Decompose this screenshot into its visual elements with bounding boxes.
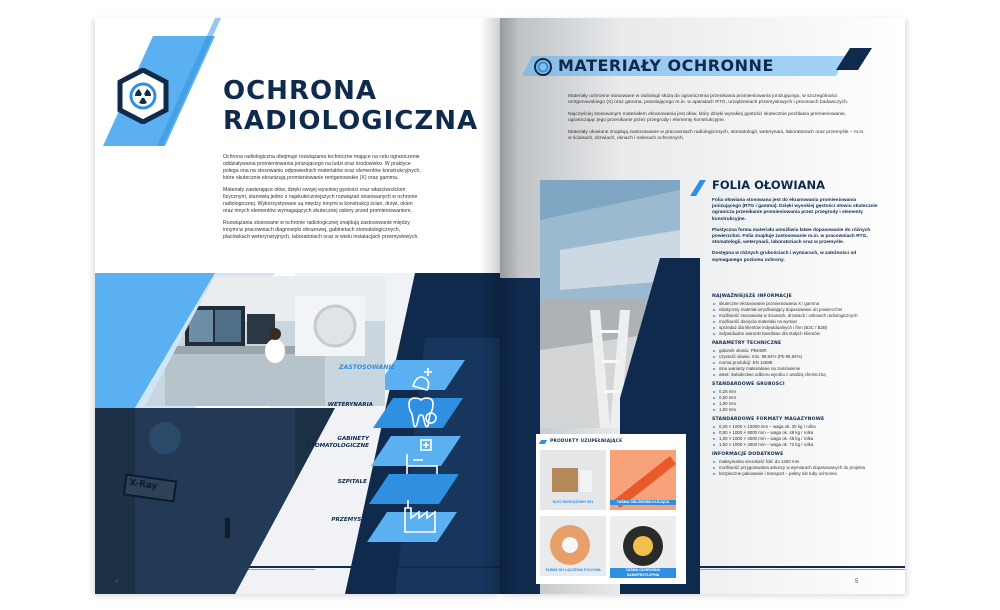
list-item: atest: świadectwo odbioru wyrobu z analizą chemiczną — [712, 372, 892, 378]
products-heading: PRODUKTY UZUPEŁNIAJĄCE — [550, 439, 623, 444]
section-heading-key-info: NAJWAŻNIEJSZE INFORMACJE — [712, 294, 792, 299]
product-caption-3: TAŚMA DO ŁĄCZENIA FOLIOWA — [545, 568, 601, 572]
application-label-hospitals: SZPITALE — [337, 479, 367, 485]
section-heading-thickness: STANDARDOWE GRUBOŚCI — [712, 382, 785, 387]
list-item: możliwość docięcia materiału na wymiar — [712, 319, 892, 325]
intro-paragraph-2: Materiały zawierające ołów, dzięki swojej wysokiej gęstości oraz właściwościom fizycznym, stanowią jedno z najskuteczniejszych rozwiązań stosowanych w ochronie radiologicznej. Wykorzystywane są między innymi w konstrukcji ścian, drzwi, okien oraz innych elementów wymagających skutecznej osłony przed promieniowaniem. — [223, 187, 418, 214]
list-item: gatunek ołowiu: Pb940R — [712, 348, 892, 354]
veterinary-icon — [413, 368, 432, 390]
list-item: 1,00 × 1000 × 4000 mm – waga ok. 48 kg / rolka — [712, 436, 892, 442]
list-item: 1,50 × 1000 × 4000 mm – waga ok. 72 kg / rolka — [712, 442, 892, 448]
foil-paragraph-3: Dostępna w różnych grubościach i wymiarach, w zależności od wymaganego poziomu ochrony. — [712, 251, 857, 263]
left-page — [95, 18, 500, 594]
materials-intro — [568, 94, 868, 142]
list-item: 1,50 mm — [712, 407, 892, 413]
list-item: skuteczne ekranowanie promieniowania X i gamma — [712, 301, 892, 307]
intro-text — [223, 154, 423, 241]
products-images — [540, 450, 680, 580]
list-item: 0,50 × 1000 × 8000 mm – waga ok. 48 kg / rolka — [712, 430, 892, 436]
page-number-right: 5 — [855, 579, 859, 585]
list-item: inne warianty materiałowe na zamówienie — [712, 366, 892, 372]
xray-sign: X-Ray — [128, 478, 159, 492]
list-item: 1,00 mm — [712, 401, 892, 407]
list-item: 0,25 × 1000 × 10000 mm – waga ok. 30 kg / rolka — [712, 424, 892, 430]
section-heading-additional: INFORMACJE DODATKOWE — [712, 452, 784, 457]
title-line-2: RADIOLOGICZNA — [223, 106, 479, 136]
products-box — [536, 434, 686, 584]
list-formats — [712, 424, 892, 448]
tooth-icon — [409, 398, 436, 427]
list-item: możliwość stosowania w ścianach, drzwiach i osłonach radiologicznych — [712, 313, 892, 319]
list-item: maksymalna szerokość folii: do 1300 mm — [712, 459, 892, 465]
foil-specs — [712, 294, 892, 477]
application-label-industry: PRZEMYSŁ — [331, 517, 365, 523]
intro-paragraph-1: Ochrona radiologiczna obejmuje rozwiązania techniczne mające na celu ograniczenie oddziaływania promieniowania jonizującego na ludzi oraz środowisko. W praktyce polega ona na stosowaniu odpowiednich materiałów oraz elementów konstrukcyjnych, które skutecznie ekranizują promieniowanie rentgenowskie (X) oraz gamma. — [223, 154, 421, 181]
materials-title: MATERIAŁY OCHRONNE — [558, 56, 774, 75]
foil-paragraph-2: Plastyczna forma materiału umożliwia łatwe dopasowanie do różnych powierzchni. Folia znajduje zastosowanie m.in. w pracowniach RTG, stomatologii, weterynarii, laboratoriach oraz w przemyśle. — [712, 227, 871, 246]
right-page — [500, 18, 905, 594]
foil-title: FOLIA OŁOWIANA — [712, 178, 826, 192]
factory-icon — [405, 500, 435, 532]
radiation-logo-icon — [117, 68, 169, 124]
application-icons — [395, 362, 455, 542]
list-item: sprzedaż dla klientów indywidualnych i firm (B2C / B2B) — [712, 325, 892, 331]
applications-heading: ZASTOSOWANIE — [338, 364, 395, 371]
page-title — [223, 76, 478, 136]
list-item: czystość ołowiu: min. 99,94% (Pb 99,94%) — [712, 354, 892, 360]
materials-intro-3: Materiały ołowiane znajdują zastosowanie w pracowniach radiologicznych, stomatologii, weterynarii, laboratoriach oraz przemyśle – m.in. w ścianach, drzwiach, oknach i osłonach ochronnych. — [568, 129, 865, 142]
list-thickness — [712, 389, 892, 413]
section-heading-technical: PARAMETRY TECHNICZNE — [712, 341, 782, 346]
product-caption-4: TAŚMA OCHRONNA SAMOPRZYLEPNA — [610, 568, 676, 578]
products-accent — [539, 440, 547, 444]
section-heading-formats: STANDARDOWE FORMATY MAGAZYNOWE — [712, 417, 825, 422]
product-caption-1: KLEJ MONTAŻOWY 801 — [552, 500, 594, 504]
materials-logo-icon — [534, 58, 552, 76]
list-item: elastyczny materiał umożliwiający dopasowanie do powierzchni — [712, 307, 892, 313]
list-item: indywidualne warunki handlowe dla stałych klientów — [712, 331, 892, 337]
list-additional — [712, 459, 892, 477]
foil-paragraph-1: Folia ołowiana stosowana jest do ekranowania promieniowania jonizującego (RTG i gamma). Dzięki wysokiej gęstości ołowiu skutecznie ogranicza przenikanie promieniowania przez przegrody i elementy konstrukcyjne. — [712, 198, 878, 222]
photo-radiology-workstation — [125, 276, 385, 406]
application-label-dental: GABINETY STOMATOLOGICZNE — [307, 436, 369, 449]
foil-description — [712, 198, 882, 264]
list-key-info — [712, 301, 892, 337]
list-item: 0,25 mm — [712, 389, 892, 395]
product-caption-2: TAŚMA OSŁONOWA KLEJĄCA — [610, 500, 676, 505]
list-item: 0,50 mm — [712, 395, 892, 401]
intro-paragraph-3: Rozwiązania stosowane w ochronie radiologicznej znajdują zastosowanie między innymi w pracowniach diagnostyki obrazowej, gabinetach stomatologicznych, placówkach weterynaryjnych, laboratoriach oraz w wielu instalacjach przemysłowych. — [223, 220, 419, 240]
application-label-veterinary: WETERYNARIA — [327, 402, 373, 408]
materials-intro-1: Materiały ochronne stosowane w radiologii służą do ograniczenia przenikania promieniowania jonizującego, w szczególności rentgenowskiego (X) oraz gamma, powstającego m.in. w aparatach RTG, urządzeniach przemysłowych i procesach badawczych. — [568, 94, 849, 106]
title-line-1: OCHRONA — [223, 76, 377, 106]
list-item: norma produkcji: EN 12588 — [712, 360, 892, 366]
list-technical — [712, 348, 892, 378]
list-item: możliwość przygotowania arkuszy w wymiarach dopasowanych do projektu — [712, 465, 892, 471]
hospital-bed-icon — [407, 440, 437, 474]
materials-intro-2: Najczęściej stosowanym materiałem ekranowania jest ołów, który dzięki wysokiej gęstości skutecznie pochłania promieniowanie, ograniczając jego przenikanie przez przegrody i elementy konstrukcyjne. — [568, 111, 847, 124]
page-number-left: 4 — [115, 579, 119, 585]
list-item: bezpieczne pakowanie i transport – palety lub tuby ochronne — [712, 471, 892, 477]
